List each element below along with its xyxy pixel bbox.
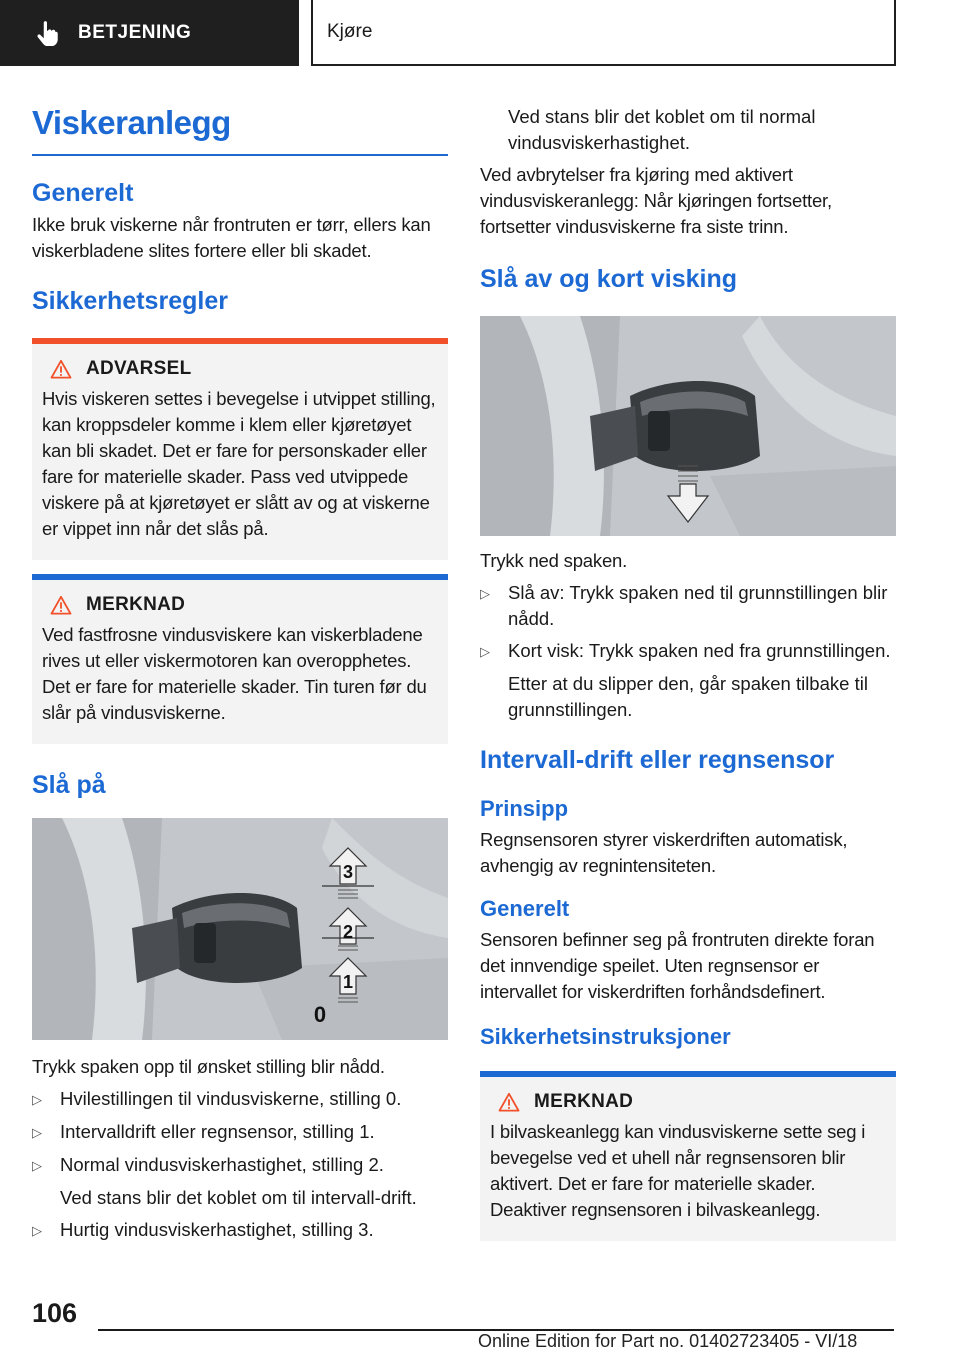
on-list-cont	[32, 1217, 448, 1244]
heading-sla-av: Slå av og kort visking	[480, 265, 738, 293]
interrupt-text: Ved avbrytelser fra kjøring med aktivert vindusviskeranlegg: Når kjøringen fortsetter, fortsetter vindusviskerne fra siste trinn.	[480, 164, 832, 237]
warning-triangle-icon	[498, 1092, 520, 1112]
wiper-stalk-up-figure	[32, 818, 448, 1040]
page-title: Viskeranlegg	[32, 96, 448, 156]
off-list	[480, 580, 896, 665]
list-item-text: Hvilestillingen til vindusviskerne, stilling 0.	[60, 1088, 402, 1109]
triangle-bullet-icon: ▷	[32, 1158, 42, 1173]
off-intro: Trykk ned spaken.	[480, 550, 628, 571]
warning-box	[32, 338, 448, 560]
position-label-2: 2	[342, 922, 354, 942]
warning-label: ADVARSEL	[86, 358, 192, 379]
list-item	[32, 1217, 448, 1244]
list-item	[32, 1086, 448, 1113]
note-title	[40, 594, 440, 616]
on-item-note: Ved stans blir det koblet om til intervall-drift.	[60, 1187, 417, 1208]
wiper-stalk-down-illustration	[480, 316, 896, 536]
note-right-text: I bilvaskeanlegg kan vindusviskerne sette seg i bevegelse ved et uhell når regnsensoren blir aktivert. Det er fare for materielle skader. Deaktiver regnsensoren i bilvaskeanlegg.	[490, 1121, 866, 1220]
right-column	[480, 104, 896, 1241]
triangle-bullet-icon: ▷	[32, 1223, 42, 1238]
warning-triangle-icon	[50, 595, 72, 615]
triangle-bullet-icon: ▷	[480, 586, 490, 601]
triangle-bullet-icon: ▷	[480, 644, 490, 659]
on-list	[32, 1086, 448, 1179]
wiper-stalk-up-illustration	[32, 818, 448, 1040]
note-label: MERKNAD	[86, 594, 186, 615]
list-item	[32, 1152, 448, 1179]
heading-intervall: Intervall-drift eller regnsensor	[480, 746, 835, 774]
wiper-stalk-down-figure	[480, 316, 896, 536]
heading-sikkerhetsregler: Sikkerhetsregler	[32, 287, 228, 315]
edition-text: Online Edition for Part no. 01402723405 - VI/18	[478, 1331, 858, 1351]
list-item	[32, 1119, 448, 1146]
page-number: 106	[32, 1298, 78, 1328]
list-item	[480, 580, 896, 632]
warning-triangle-icon	[50, 359, 72, 379]
warning-text: Hvis viskeren settes i bevegelse i utvippet stilling, kan kroppsdeler komme i klem eller kjøretøyet kan bli skadet. Det er fare for personskader eller fare for materielle skader. Pass ved utvippede viskere på at kjøretøyet er slått av og at viskerne er vippet inn når det slås på.	[42, 388, 436, 539]
list-item-text: Slå av: Trykk spaken ned til grunnstillingen blir nådd.	[508, 582, 888, 629]
warning-title	[40, 358, 440, 380]
off-item-note: Etter at du slipper den, går spaken tilbake til grunnstillingen.	[508, 673, 868, 720]
hand-pointer-icon	[34, 20, 60, 46]
list-item-text: Intervalldrift eller regnsensor, stilling 1.	[60, 1121, 375, 1142]
heading-generelt: Generelt	[32, 179, 134, 207]
heading-generelt-right: Generelt	[480, 896, 570, 921]
note-title-right	[488, 1091, 888, 1113]
position-label-0: 0	[313, 1002, 327, 1027]
continued-text: Ved stans blir det koblet om til normal vindusviskerhastighet.	[508, 106, 816, 153]
heading-sikkerhetsinstruksjoner: Sikkerhetsinstruksjoner	[480, 1024, 731, 1049]
position-label-1: 1	[342, 972, 354, 992]
on-intro: Trykk spaken opp til ønsket stilling blir nådd.	[32, 1056, 385, 1077]
list-item-text: Normal vindusviskerhastighet, stilling 2.	[60, 1154, 384, 1175]
triangle-bullet-icon: ▷	[32, 1125, 42, 1140]
list-item-text: Hurtig vindusviskerhastighet, stilling 3.	[60, 1219, 374, 1240]
heading-prinsipp: Prinsipp	[480, 796, 569, 821]
chapter-label: Kjøre	[311, 0, 896, 66]
prinsipp-text: Regnsensoren styrer viskerdriften automatisk, avhengig av regnintensiteten.	[480, 829, 848, 876]
note-box-right	[480, 1071, 896, 1241]
generelt-text: Ikke bruk viskerne når frontruten er tørr, ellers kan viskerbladene slites fortere eller bli skadet.	[32, 214, 431, 261]
section-tab	[0, 0, 299, 66]
note-label-right: MERKNAD	[534, 1091, 634, 1112]
left-column	[32, 96, 448, 1244]
list-item-text: Kort visk: Trykk spaken ned fra grunnstillingen.	[508, 640, 891, 661]
heading-sla-pa: Slå på	[32, 771, 106, 799]
position-label-3: 3	[342, 862, 354, 882]
note-text: Ved fastfrosne vindusviskere kan viskerbladene rives ut eller viskermotoren kan overopphetes. Det er fare for materielle skader. Tin turen før du slår på vindusviskerne.	[42, 624, 427, 723]
triangle-bullet-icon: ▷	[32, 1092, 42, 1107]
section-label: BETJENING	[78, 22, 192, 43]
note-box	[32, 574, 448, 744]
page-header	[0, 0, 960, 66]
generelt-right-text: Sensoren befinner seg på frontruten direkte foran det innvendige speilet. Uten regnsensor er intervallet for viskerdriften forhåndsdefinert.	[480, 929, 875, 1002]
list-item	[480, 638, 896, 665]
